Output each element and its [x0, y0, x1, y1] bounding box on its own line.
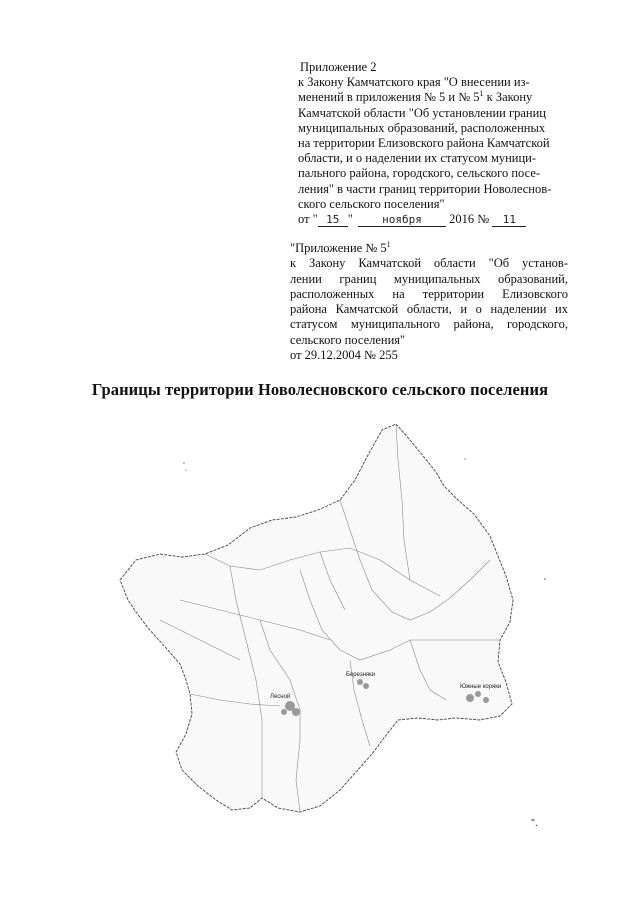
appendix-title: Приложение 2 — [300, 60, 377, 74]
place-bereznyaki: Березняки — [346, 672, 376, 678]
appendix-line: ления" в части границ территории Новолеснов- — [298, 181, 552, 196]
territory-boundary — [120, 424, 513, 812]
appendix-line: к Закону Камчатского края "О внесении из- — [298, 75, 530, 90]
appendix-date: от " 15 " ноября 2016 № 11 — [298, 212, 598, 227]
quoted-line: расположенных на территории Елизовского — [290, 286, 568, 301]
appendix-line: пального района, городского, сельского посе- — [298, 166, 541, 181]
quoted-line: района Камчатской области, и о наделении их — [290, 302, 568, 317]
quoted-line: статусом муниципального района, городского, — [290, 317, 568, 332]
quoted-line: к Закону Камчатской области "Об установ- — [290, 256, 568, 271]
appendix-line: муниципальных образований, расположенных — [298, 120, 546, 135]
quoted-title: "Приложение № $5^1$ — [290, 239, 391, 255]
place-yuzhnye-koryaki: Южные коряки — [460, 684, 502, 690]
map-title: Границы территории Новолесновского сельского поселения — [91, 380, 549, 399]
appendix-line: на территории Елизовского района Камчатской — [298, 136, 550, 151]
day-field: 15 — [318, 214, 348, 227]
place-lesnoy: Лесной — [270, 694, 291, 700]
end-mark: ". — [531, 818, 538, 829]
month-field: ноября — [358, 214, 446, 227]
number-field: 11 — [492, 214, 526, 227]
quoted-date: от 29.12.2004 № 255 — [290, 348, 398, 363]
appendix-line: области, и о наделении их статусом муници- — [298, 151, 537, 166]
quoted-line: сельского поселения" — [290, 332, 406, 347]
appendix-line: Камчатской области "Об установлении границ — [298, 105, 546, 120]
quoted-line: лении границ муниципальных образований, — [290, 271, 568, 286]
superscript: 1 — [479, 89, 484, 99]
appendix-line-2: менений в приложения № 5 и № $5^1$ к Закону — [298, 89, 533, 105]
appendix-line: ского сельского поселения" — [298, 196, 445, 211]
